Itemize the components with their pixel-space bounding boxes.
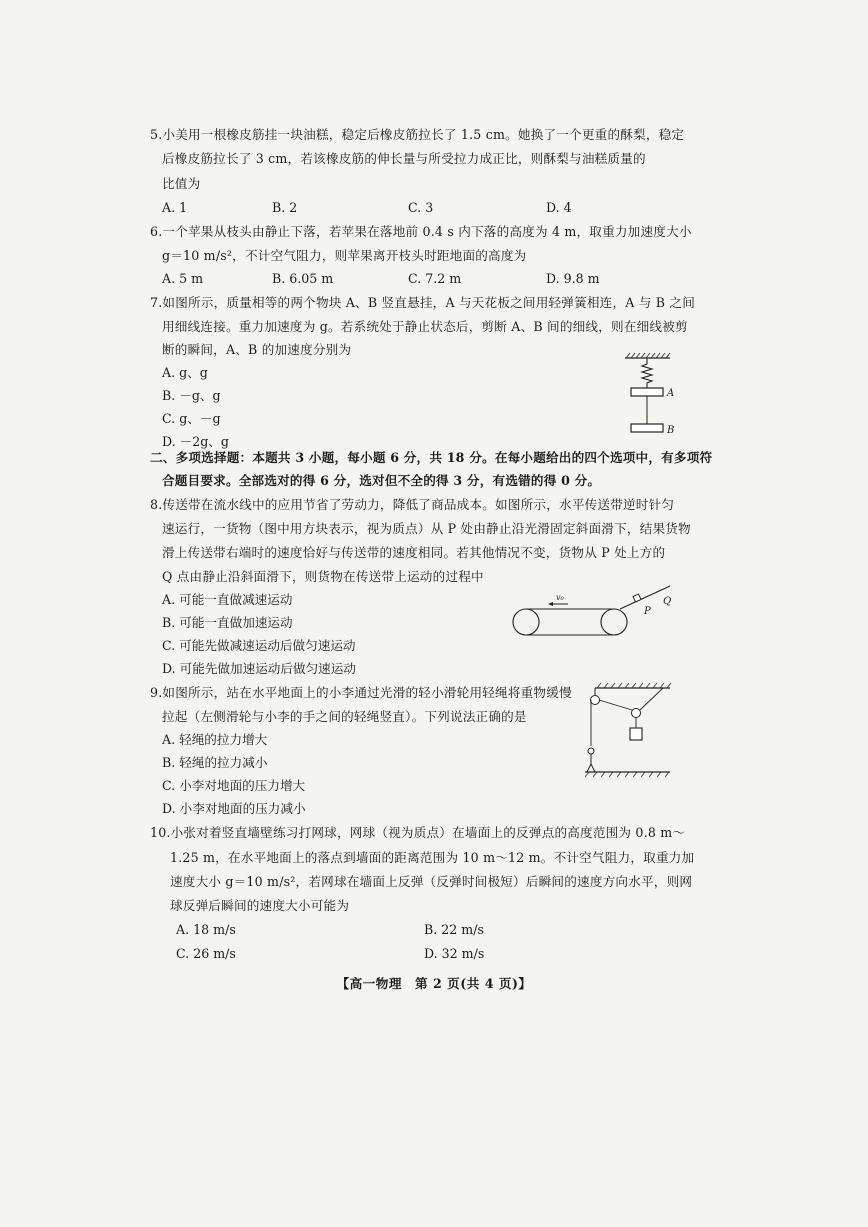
q6-option-b: B. 6.05 m bbox=[272, 271, 334, 286]
q8-option-c: C. 可能先做减速运动后做匀速运动 bbox=[162, 638, 356, 653]
q5-option-d: D. 4 bbox=[546, 200, 572, 215]
ceiling-hatch bbox=[626, 353, 670, 358]
q8-line-1: 8.传送带在流水线中的应用节省了劳动力，降低了商品成本。如图所示，水平传送带逆时针匀 bbox=[150, 497, 675, 512]
section2-line-2: 合题目要求。全部选对的得 6 分，选对但不全的得 3 分，有选错的得 0 分。 bbox=[162, 473, 601, 488]
q10-option-c: C. 26 m/s bbox=[176, 946, 236, 961]
spring bbox=[642, 358, 652, 388]
label-v0: v₀ bbox=[556, 593, 564, 602]
fixed-pulley bbox=[591, 696, 600, 705]
conveyor-figure bbox=[510, 592, 680, 652]
ceiling-hatch bbox=[597, 683, 671, 688]
ground-hatch bbox=[585, 772, 669, 777]
q7-option-c: C. g、－g bbox=[162, 411, 221, 426]
q8-line-2: 速运行，一货物（图中用方块表示，视为质点）从 P 处由静止沿光滑固定斜面滑下，结果货物 bbox=[162, 521, 691, 536]
q10-line-2: 1.25 m，在水平地面上的落点到墙面的距离范围为 10 m～12 m。不计空气阻力，取重力加 bbox=[170, 850, 695, 865]
q8-option-d: D. 可能先做加速运动后做匀速运动 bbox=[162, 661, 356, 676]
q7-line-2: 用细线连接。重力加速度为 g。若系统处于静止状态后，剪断 A、B 间的细线，则在细线被剪 bbox=[162, 319, 688, 334]
q10-option-a: A. 18 m/s bbox=[176, 922, 236, 937]
q7-option-d: D. －2g、g bbox=[162, 434, 229, 449]
q6-option-c: C. 7.2 m bbox=[408, 271, 462, 286]
spring-blocks-figure bbox=[620, 350, 700, 440]
q6-option-a: A. 5 m bbox=[162, 271, 204, 286]
movable-pulley bbox=[632, 709, 641, 718]
q10-option-d: D. 32 m/s bbox=[424, 946, 485, 961]
q5-line-1: 5.小美用一根橡皮筋挂一块油糕，稳定后橡皮筋拉长了 1.5 cm。她换了一个更重的酥梨，稳定 bbox=[150, 127, 685, 142]
pulley-figure bbox=[585, 682, 675, 777]
rope-right-diag bbox=[640, 688, 663, 710]
q7-line-3: 断的瞬间，A、B 的加速度分别为 bbox=[162, 342, 352, 357]
q8-line-3: 滑上传送带右端时的速度恰好与传送带的速度相同。若其他情况不变，货物从 P 处上方的 bbox=[162, 545, 666, 560]
block-a bbox=[631, 388, 663, 396]
q5-option-b: B. 2 bbox=[272, 200, 298, 215]
person-leg-left bbox=[587, 764, 591, 772]
q9-option-a: A. 轻绳的拉力增大 bbox=[162, 732, 268, 747]
q9-option-d: D. 小李对地面的压力减小 bbox=[162, 801, 306, 816]
q7-option-b: B. －g、g bbox=[162, 388, 221, 403]
q10-option-b: B. 22 m/s bbox=[424, 922, 484, 937]
q5-option-c: C. 3 bbox=[408, 200, 434, 215]
label-b: B bbox=[667, 425, 675, 436]
q6-option-d: D. 9.8 m bbox=[546, 271, 600, 286]
weight bbox=[630, 728, 642, 740]
q6-line-2: g＝10 m/s²，不计空气阻力，则苹果离开枝头时距地面的高度为 bbox=[162, 248, 527, 263]
velocity-arrow-head bbox=[548, 602, 553, 606]
q8-option-a: A. 可能一直做减速运动 bbox=[162, 592, 293, 607]
q5-line-3: 比值为 bbox=[162, 176, 201, 191]
left-roller bbox=[513, 609, 539, 635]
cargo-block bbox=[633, 594, 641, 602]
label-a: A bbox=[667, 388, 675, 399]
label-p: P bbox=[644, 606, 651, 617]
q10-line-3: 速度大小 g＝10 m/s²，若网球在墙面上反弹（反弹时间极短）后瞬间的速度方向水平，则网 bbox=[170, 874, 693, 889]
person-leg-right bbox=[591, 764, 595, 772]
q10-line-4: 球反弹后瞬间的速度大小可能为 bbox=[170, 898, 350, 913]
q9-option-b: B. 轻绳的拉力减小 bbox=[162, 755, 268, 770]
label-q: Q bbox=[663, 596, 672, 607]
right-roller bbox=[601, 609, 627, 635]
page-footer: 【高一物理 第 2 页(共 4 页)】 bbox=[336, 976, 532, 991]
section2-line-1: 二、多项选择题：本题共 3 小题，每小题 6 分，共 18 分。在每小题给出的四个选项中，有多项符 bbox=[150, 450, 713, 465]
rope-left-diag bbox=[599, 700, 632, 710]
q9-option-c: C. 小李对地面的压力增大 bbox=[162, 778, 306, 793]
block-b bbox=[631, 424, 663, 432]
q6-line-1: 6.一个苹果从枝头由静止下落，若苹果在落地前 0.4 s 内下落的高度为 4 m，取重力加速度大小 bbox=[150, 224, 692, 239]
q8-line-4: Q 点由静止沿斜面滑下，则货物在传送带上运动的过程中 bbox=[162, 569, 484, 584]
q9-line-1: 9.如图所示，站在水平地面上的小李通过光滑的轻小滑轮用轻绳将重物缓慢 bbox=[150, 685, 572, 700]
q9-line-2: 拉起（左侧滑轮与小李的手之间的轻绳竖直）。下列说法正确的是 bbox=[162, 709, 527, 724]
q10-line-1: 10.小张对着竖直墙壁练习打网球，网球（视为质点）在墙面上的反弹点的高度范围为 0.8 m～ bbox=[150, 825, 686, 840]
q5-option-a: A. 1 bbox=[162, 200, 188, 215]
q8-option-b: B. 可能一直做加速运动 bbox=[162, 615, 293, 630]
person-head bbox=[588, 748, 594, 754]
q7-option-a: A. g、g bbox=[162, 365, 208, 380]
q7-line-1: 7.如图所示，质量相等的两个物块 A、B 竖直悬挂，A 与天花板之间用轻弹簧相连，A 与 B 之间 bbox=[150, 295, 696, 310]
q5-line-2: 后橡皮筋拉长了 3 cm，若该橡皮筋的伸长量与所受拉力成正比，则酥梨与油糕质量的 bbox=[162, 151, 646, 166]
